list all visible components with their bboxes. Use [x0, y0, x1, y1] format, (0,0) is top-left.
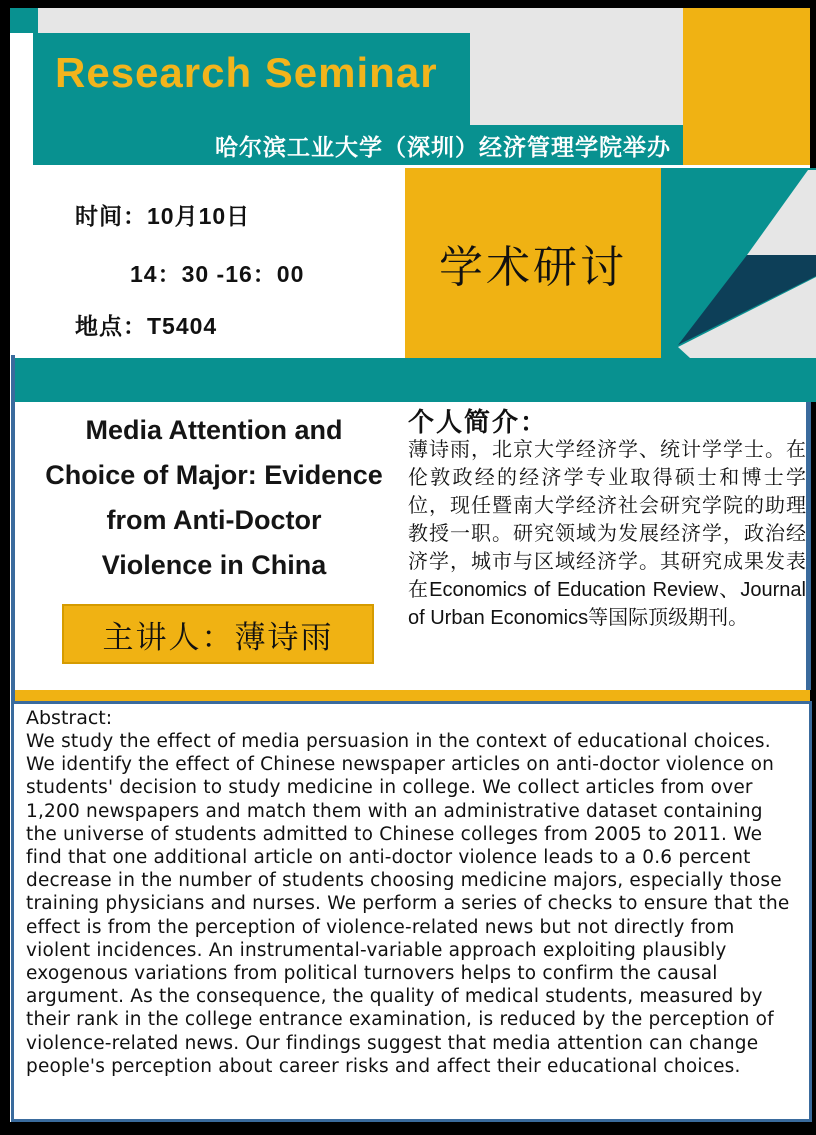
host-strip: [33, 125, 683, 165]
abstract-heading: Abstract:: [26, 707, 113, 729]
bottom-gold-bar: [15, 690, 810, 701]
talk-title-line: Choice of Major: Evidence: [45, 460, 383, 490]
abstract-content: [14, 704, 809, 1078]
time-label: 时间：: [75, 203, 147, 229]
banner-title: Research Seminar: [55, 49, 438, 96]
time-range: 14：30 -16：00: [130, 261, 305, 287]
bio-heading: 个人简介：: [408, 408, 549, 437]
corner-fold-graphic: [661, 168, 816, 358]
talk-title-line: Violence in China: [101, 550, 327, 580]
talk-title: [18, 408, 410, 588]
location-label: 地点：: [75, 313, 147, 339]
time-value: 10月10日: [147, 203, 251, 229]
time-range-row: [130, 256, 304, 289]
teal-divider-bar: [15, 358, 816, 402]
seminar-badge-text: 学术研讨: [439, 243, 627, 292]
bio-body: 薄诗雨，北京大学经济学、统计学学士。在伦敦政经的经济学专业取得硕士和博士学位，现任暨南大学经济社会研究学院的助理教授一职。研究领域为发展经济学，政治经济学，城市与区域经济学。其研究成果发表在Economics of Education Review、Journal of Urban Economics等国际顶级期刊。: [408, 439, 806, 629]
talk-title-line: Media Attention and: [85, 415, 343, 445]
speaker-box: [62, 604, 374, 664]
seminar-badge: [405, 168, 661, 358]
abstract-box: [11, 701, 812, 1122]
host-line: 哈尔滨工业大学（深圳）经济管理学院举办: [215, 134, 671, 160]
speaker-line: 主讲人：薄诗雨: [102, 619, 334, 655]
talk-title-line: from Anti-Doctor: [106, 505, 322, 535]
top-right-gold-block: [683, 8, 810, 165]
location-value: T5404: [147, 313, 218, 339]
location-row: [75, 308, 217, 341]
right-accent-line: [806, 402, 811, 690]
abstract-body: We study the effect of media persuasion in the context of educational choices. We identify the effect of Chinese newspaper articles on anti-doctor violence on students' decision to study medicine in college. We collect articles from over 1,200 newspapers and match them with an administrative dataset containing the universe of students admitted to Chinese colleges from 2005 to 2011. We find that one additional article on anti-doctor violence leads to a 0.6 percent decrease in the number of students choosing medicine majors, especially those training physicians and nurses. We perform a series of checks to ensure that the effect is from the perception of violence-related news but not directly from violent incidences. An instrumental-variable approach exploiting plausibly exogenous variations from political turnovers helps to confirm the causal argument. As the consequence, the quality of medical students, measured by their rank in the college entrance examination, is reduced by the perception of violence-related news. Our findings suggest that media attention can change people's perception about career risks and affect their educational choices.: [26, 731, 790, 1077]
top-left-teal-accent: [10, 8, 38, 33]
time-row: [75, 198, 250, 231]
